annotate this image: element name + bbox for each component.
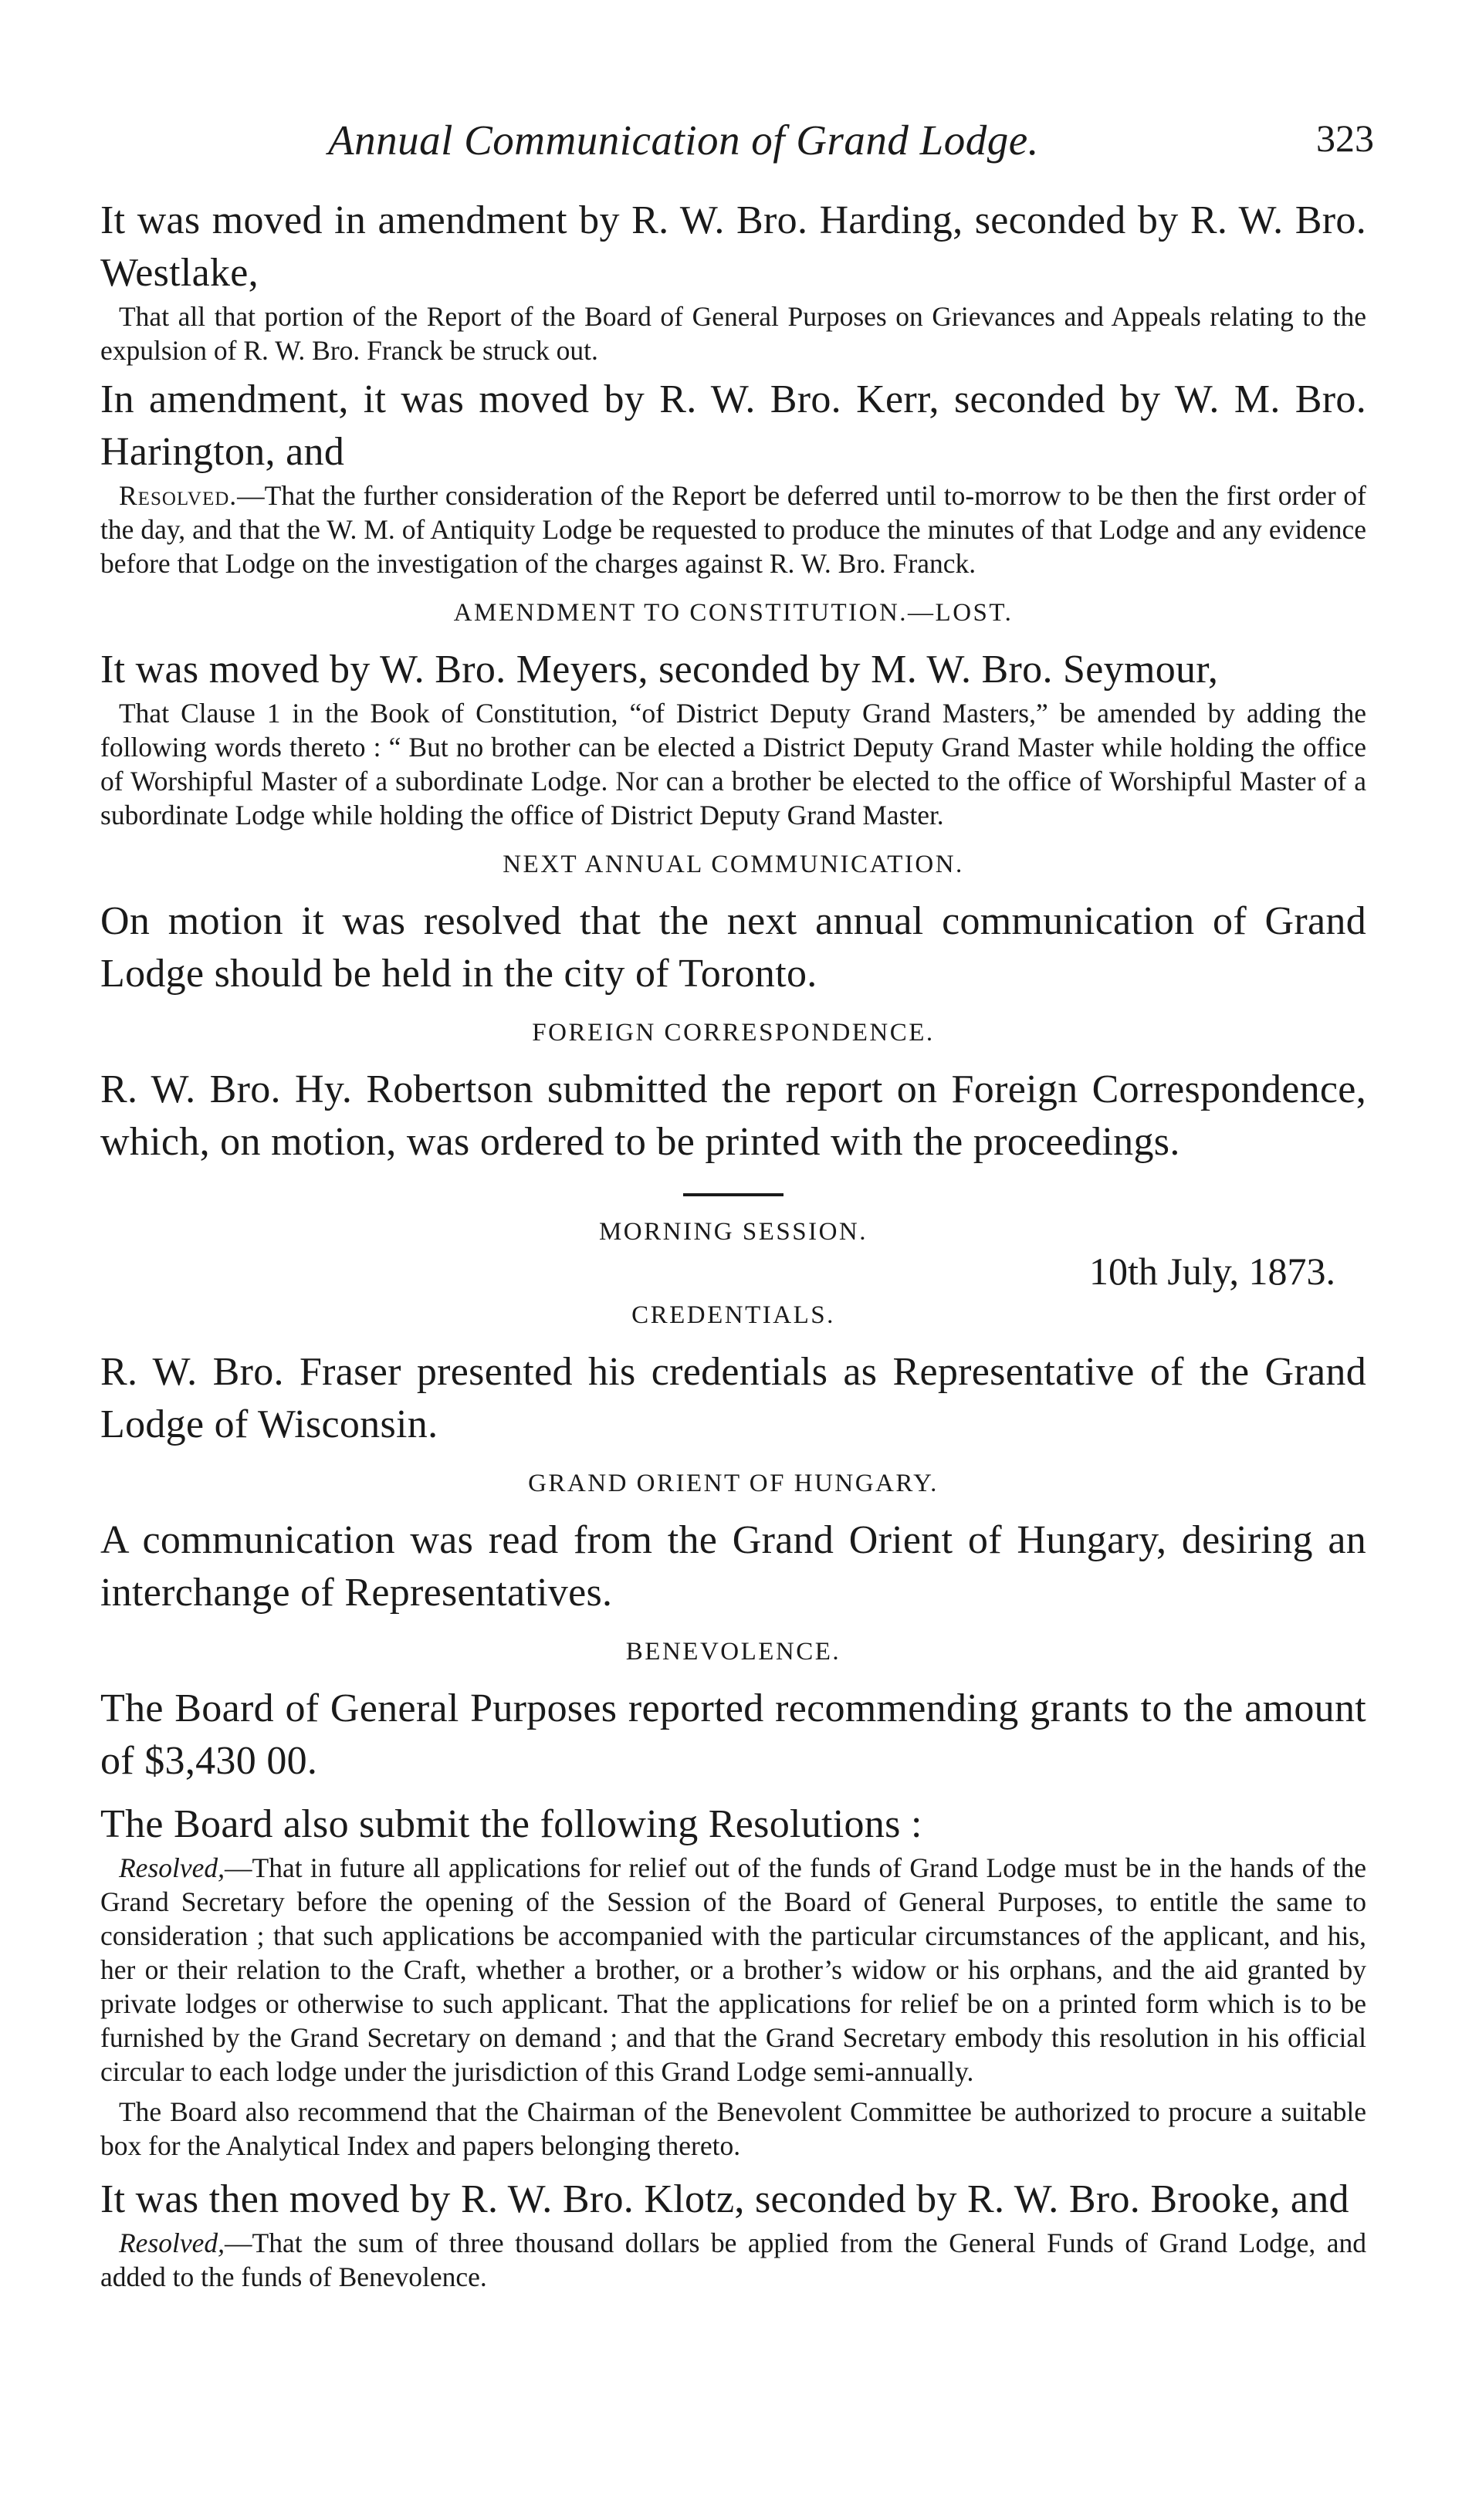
heading-hungary: GRAND ORIENT OF HUNGARY. [528,1470,939,1497]
page-number: 323 [1316,117,1374,160]
foreign-correspondence-report: R. W. Bro. Hy. Robertson submitted the report on Foreign Correspondence, which, on motion, was ordered to be printed with the proceedings. [100,1067,1366,1164]
resolved-label-italic: Resolved, [119,2227,225,2258]
benevolence-grants: The Board of General Purposes reported recommending grants to the amount of $3,430 00. [100,1686,1366,1783]
resolution-relief [100,1851,1366,2089]
session-header [100,1218,1366,1303]
motion-klotz: It was then moved by R. W. Bro. Klotz, seconded by R. W. Bro. Brooke, and [100,2177,1349,2221]
resolved-label-italic: Resolved, [119,1852,225,1883]
motion-meyers-text: That Clause 1 in the Book of Constitution, “of District Deputy Grand Masters,” be amended by adding the following words thereto : “ But no brother can be elected a District Deputy Grand Master while holding the office of Worshipful Master of a subordinate Lodge. Nor can a brother be elected to the office of Worshipful Master of a subordinate Lodge while holding the office of District Deputy Grand Master. [100,698,1366,830]
motion-harding: It was moved in amendment by R. W. Bro. Harding, seconded by R. W. Bro. Westlake, [100,198,1366,295]
heading-benevolence: BENEVOLENCE. [625,1638,841,1666]
resolution-defer [100,479,1366,580]
heading-amendment: AMENDMENT TO CONSTITUTION.—LOST. [453,599,1014,627]
session-date: 10th July, 1873. [1089,1250,1335,1293]
board-recommendation: The Board also recommend that the Chairman of the Benevolent Committee be authorized to procure a suitable box for the Analytical Index and papers belonging thereto. [100,2096,1366,2161]
motion-meyers: It was moved by W. Bro. Meyers, seconded by M. W. Bro. Seymour, [100,648,1219,692]
motion-harding-text: That all that portion of the Report of the Board of General Purposes on Grievances and Appeals relating to the expulsion of R. W. Bro. Franck be struck out. [100,301,1366,366]
resolution-defer-text: —That the further consideration of the Report be deferred until to-morrow to be then the first order of the day, and that the W. M. of Antiquity Lodge be requested to produce the minutes of that Lodge and any evidence before that Lodge on the investigation of the charges against R. W. Bro. Franck. [100,480,1366,579]
document-page [100,116,1374,2300]
running-head-title: Annual Communication of Grand Lodge. [328,117,1039,164]
resolved-label: Resolved. [119,480,238,511]
resolution-funds [100,2226,1366,2294]
resolution-funds-text: —That the sum of three thousand dollars be applied from the General Funds of Grand Lodge, and added to the funds of Benevolence. [100,2227,1366,2292]
heading-credentials: CREDENTIALS. [631,1301,835,1329]
running-head [100,116,1374,178]
board-resolutions-intro: The Board also submit the following Resolutions : [100,1802,922,1846]
resolution-toronto: On motion it was resolved that the next annual communication of Grand Lodge should be held in the city of Toronto. [100,899,1366,996]
resolution-relief-text: —That in future all applications for relief out of the funds of Grand Lodge must be in the hands of the Grand Secretary before the opening of the Session of the Board of General Purposes, to entitle the same to consideration ; that such applications be accompanied with the particular circumstances of the applicant, and his, her or their relation to the Craft, whether a brother, or a brother’s widow or his orphans, and the aid granted by private lodges or otherwise to such applicant. That the applications for relief be on a printed form which is to be furnished by the Grand Secretary on demand ; and that the Grand Secretary embody this resolution in his official circular to each lodge under the jurisdiction of this Grand Lodge semi-annually. [100,1852,1366,2087]
heading-morning-session: MORNING SESSION. [598,1218,868,1246]
communication-hungary: A communication was read from the Grand Orient of Hungary, desiring an interchange of Representatives. [100,1518,1366,1615]
section-divider [683,1193,783,1196]
heading-foreign-correspondence: FOREIGN CORRESPONDENCE. [532,1019,935,1047]
credentials-fraser: R. W. Bro. Fraser presented his credentials as Representative of the Grand Lodge of Wisconsin. [100,1350,1366,1446]
heading-next-communication: NEXT ANNUAL COMMUNICATION. [503,851,964,878]
motion-kerr: In amendment, it was moved by R. W. Bro. Kerr, seconded by W. M. Bro. Harington, and [100,377,1366,474]
